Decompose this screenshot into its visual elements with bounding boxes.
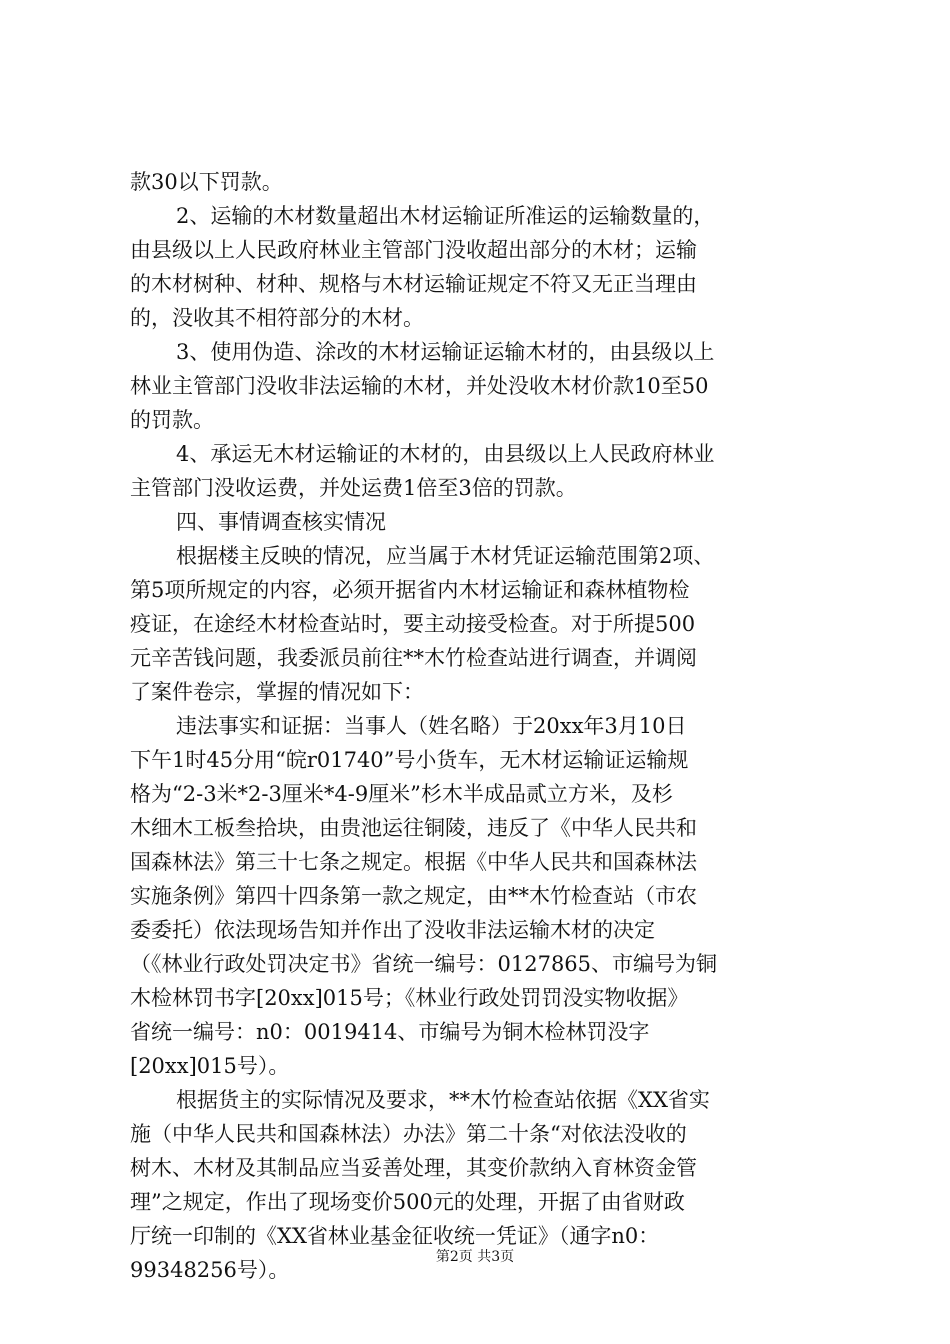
text-line: 疫证，在途经木材检查站时，要主动接受检查。对于所提500 xyxy=(130,612,696,636)
text-line: 违法事实和证据：当事人（姓名略）于20xx年3月10日 xyxy=(176,714,687,738)
text-line: 第5项所规定的内容，必须开据省内木材运输证和森林植物检 xyxy=(130,578,690,602)
text-line: 委委托）依法现场告知并作出了没收非法运输木材的决定 xyxy=(130,918,655,942)
text-line: 根据楼主反映的情况，应当属于木材凭证运输范围第2项、 xyxy=(176,544,715,568)
text-line: 的，没收其不相符部分的木材。 xyxy=(130,306,424,330)
text-line: 省统一编号：n0：0019414、市编号为铜木检林罚没字 xyxy=(130,1020,650,1044)
text-line: 木检林罚书字[20xx]015号；《林业行政处罚罚没实物收据》 xyxy=(130,986,689,1010)
text-line: 国森林法》第三十七条之规定。根据《中华人民共和国森林法 xyxy=(130,850,697,874)
document-body xyxy=(130,165,834,1287)
text-line: 施（中华人民共和国森林法）办法》第二十条“对依法没收的 xyxy=(130,1122,687,1146)
text-line: 的罚款。 xyxy=(130,408,214,432)
page-number-footer: 第2页 共3页 xyxy=(435,1249,515,1265)
text-line: 厅统一印制的《XX省林业基金征收统一凭证》（通字n0： xyxy=(130,1224,660,1248)
text-line: 由县级以上人民政府林业主管部门没收超出部分的木材；运输 xyxy=(130,238,697,262)
text-line: 99348256号）。 xyxy=(130,1258,290,1282)
text-line: [20xx]015号）。 xyxy=(130,1054,290,1078)
text-line: 下午1时45分用“皖r01740”号小货车，无木材运输证运输规 xyxy=(130,748,689,772)
text-line: 3、使用伪造、涂改的木材运输证运输木材的，由县级以上 xyxy=(176,340,715,364)
text-line: 林业主管部门没收非法运输的木材，并处没收木材价款10至50 xyxy=(130,374,709,398)
text-line: 根据货主的实际情况及要求，**木竹检查站依据《XX省实 xyxy=(176,1088,710,1112)
text-line: 了案件卷宗，掌握的情况如下： xyxy=(130,680,424,704)
text-line: 的木材树种、材种、规格与木材运输证规定不符又无正当理由 xyxy=(130,272,697,296)
section-heading: 四、事情调查核实情况 xyxy=(176,510,386,534)
text-line: 元辛苦钱问题，我委派员前往**木竹检查站进行调查，并调阅 xyxy=(130,646,697,670)
text-line: 4、承运无木材运输证的木材的，由县级以上人民政府林业 xyxy=(176,442,715,466)
text-line: （《林业行政处罚决定书》省统一编号：0127865、市编号为铜 xyxy=(130,952,718,976)
text-line: 理”之规定，作出了现场变价500元的处理，开据了由省财政 xyxy=(130,1190,685,1214)
text-line: 主管部门没收运费，并处运费1倍至3倍的罚款。 xyxy=(130,476,577,500)
text-line: 2、运输的木材数量超出木材运输证所准运的运输数量的， xyxy=(176,204,715,228)
text-line: 树木、木材及其制品应当妥善处理，其变价款纳入育林资金管 xyxy=(130,1156,697,1180)
text-line: 实施条例》第四十四条第一款之规定，由**木竹检查站（市农 xyxy=(130,884,697,908)
text-line: 木细木工板叁拾块，由贵池运往铜陵，违反了《中华人民共和 xyxy=(130,816,697,840)
text-line: 款30以下罚款。 xyxy=(130,170,283,194)
text-line: 格为“2-3米*2-3厘米*4-9厘米”杉木半成品贰立方米，及杉 xyxy=(130,782,673,806)
